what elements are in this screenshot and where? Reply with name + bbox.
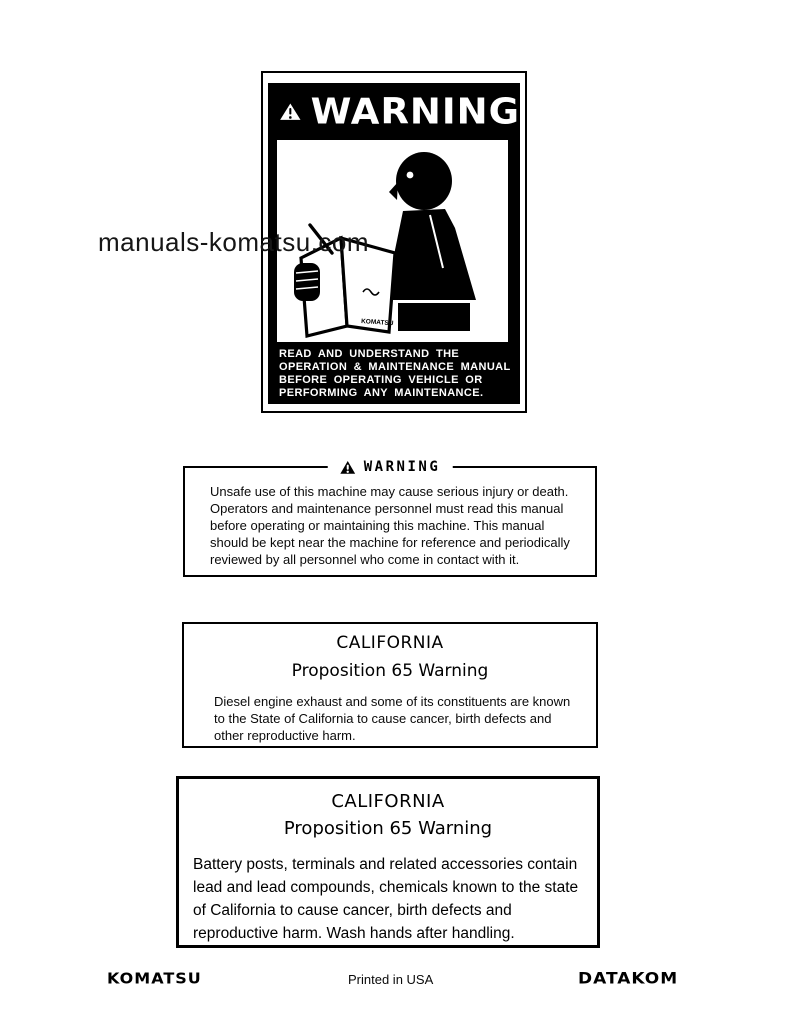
datakom-logo: DATAKOM: [578, 969, 679, 989]
caption-line: READ AND UNDERSTAND THE: [279, 348, 460, 360]
body-line: Diesel engine exhaust and some of its constituents are known: [214, 694, 571, 709]
prop65-subtitle: Proposition 65 Warning: [283, 818, 493, 839]
watermark-text: manuals-komatsu.com: [98, 227, 370, 257]
body-line: reproductive harm. Wash hands after handling.: [193, 925, 515, 942]
body-line: to the State of California to cause cancer, birth defects and: [214, 711, 552, 726]
california-prop65-diesel-box: [182, 622, 598, 748]
body-line: Unsafe use of this machine may cause serious injury or death.: [210, 484, 569, 499]
printed-in-usa-text: Printed in USA: [348, 972, 434, 987]
caption-line: PERFORMING ANY MAINTENANCE.: [279, 387, 484, 399]
body-line: of California to cause cancer, birth defects and: [193, 902, 512, 919]
caption-line: BEFORE OPERATING VEHICLE OR: [279, 374, 483, 386]
lap-block-shape: [398, 303, 470, 331]
warning-notice-title-text: WARNING: [363, 459, 441, 475]
warning-sign-caption: [268, 342, 520, 400]
body-line: Operators and maintenance personnel must read this manual: [210, 501, 564, 516]
book-komatsu-label: KOMATSU: [360, 318, 394, 328]
california-diesel-body: [184, 693, 596, 744]
warning-notice-title: [328, 458, 453, 476]
body-line: lead and lead compounds, chemicals known to the state: [193, 879, 579, 896]
warning-triangle-icon: [279, 95, 302, 129]
california-battery-body: [179, 853, 597, 945]
prop65-subtitle: Proposition 65 Warning: [291, 661, 489, 681]
warning-triangle-small-icon: [340, 460, 356, 475]
caption-line: OPERATION & MAINTENANCE MANUAL: [279, 361, 511, 373]
california-title: CALIFORNIA: [336, 633, 444, 653]
body-line: before operating or maintaining this machine. This manual: [210, 518, 545, 533]
body-line: Battery posts, terminals and related accessories contain: [193, 856, 578, 873]
california-prop65-battery-box: [176, 776, 600, 948]
warning-sign-header: [268, 83, 520, 140]
california-title: CALIFORNIA: [331, 791, 445, 812]
warning-notice-body: [185, 468, 595, 568]
komatsu-logo: KOMATSU: [107, 969, 202, 988]
person-head-shape: [389, 152, 452, 210]
body-line: other reproductive harm.: [214, 728, 356, 743]
warning-sign-title: WARNING: [310, 91, 520, 132]
warning-notice-box: [183, 459, 597, 577]
body-line: should be kept near the machine for reference and periodically: [210, 535, 570, 550]
body-line: reviewed by all personnel who come in contact with it.: [210, 552, 520, 567]
